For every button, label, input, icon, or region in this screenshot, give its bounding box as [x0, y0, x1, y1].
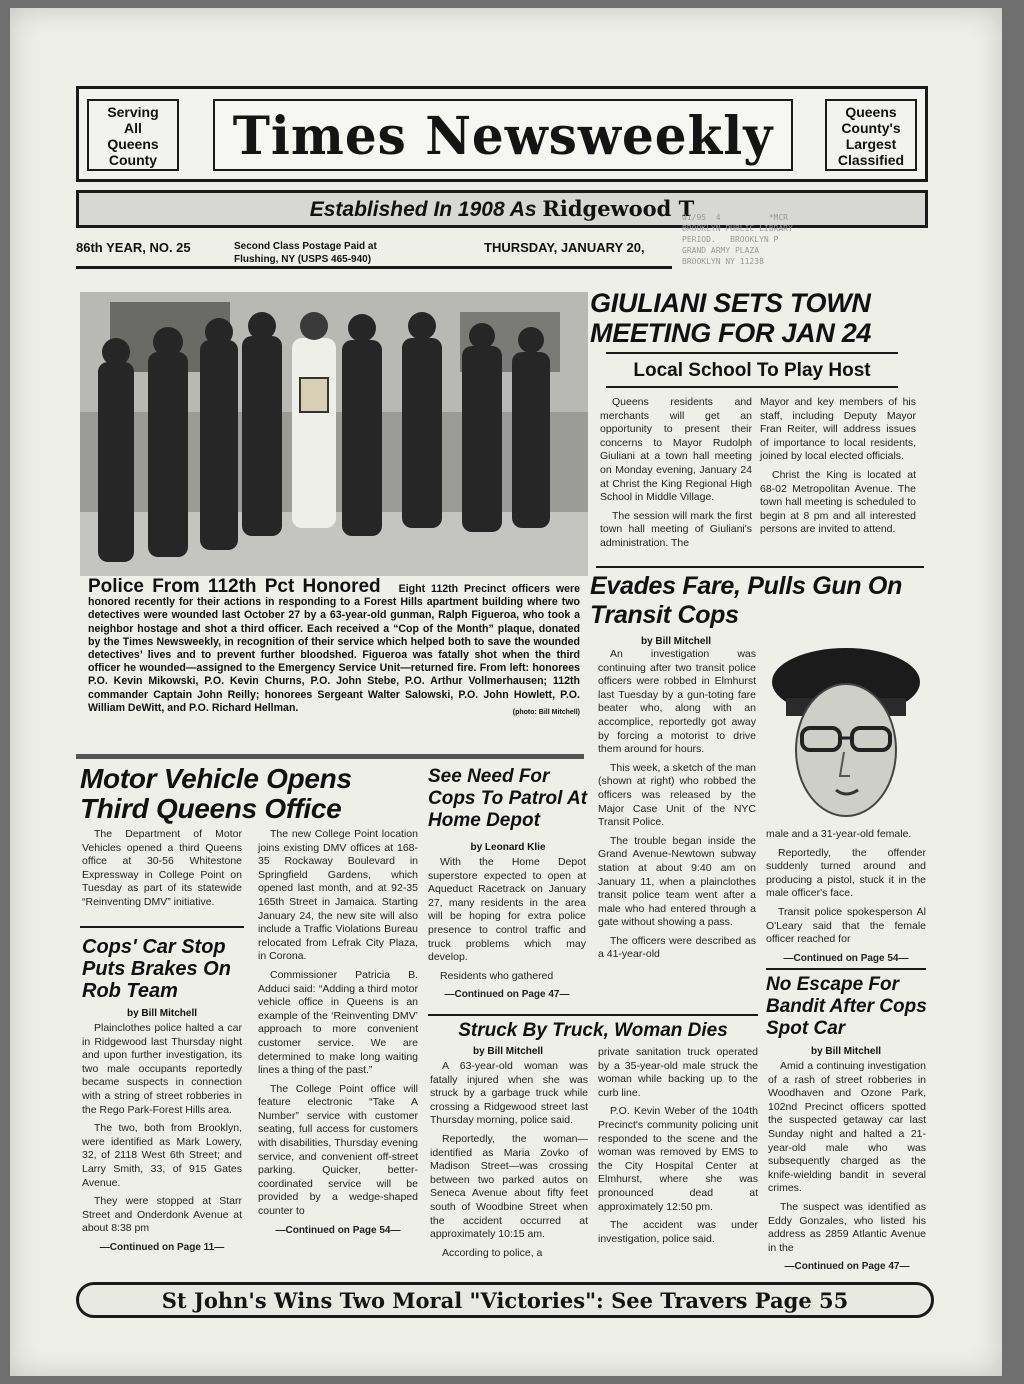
bottom-banner-text: St John's Wins Two Moral "Victories": See Travers Page 55: [161, 1287, 849, 1313]
evades-byline: by Bill Mitchell: [640, 636, 711, 647]
struck-col-2: private sanitation truck operated by a 35-year-old male struck the woman while backing up to the curb line. P.O. Kevin Weber of the 104th Precinct's community policing unit responded to the scene and the woman was removed by EMS to the City Hospital Center at Elmhurst, where she was pronounced dead at approximately 12:50 pm. The accident was under investigation, police said.: [598, 1046, 758, 1245]
divider: [76, 754, 584, 759]
no-escape-byline: by Bill Mitchell: [810, 1046, 881, 1057]
divider: [80, 926, 244, 928]
established-text: Established In 1908 As Ridgewood T: [309, 196, 695, 221]
giuliani-subhead: Local School To Play Host: [633, 360, 871, 381]
no-escape-continued: —Continued on Page 47—: [784, 1261, 910, 1273]
caption-title: Police From 112th Pct Honored: [88, 576, 381, 597]
see-need-headline: See Need For Cops To Patrol At Home Depot: [428, 766, 588, 831]
bottom-banner: [76, 1282, 934, 1318]
police-photo: [80, 292, 588, 576]
suspect-sketch-image: [766, 640, 926, 824]
newspaper-title-box: [213, 99, 793, 171]
serving-box: Serving All Queens County: [87, 99, 179, 171]
newspaper-title: Times Newsweekly: [232, 104, 774, 166]
classified-box: Queens County's Largest Classified: [825, 99, 917, 171]
motor-col-2: The new College Point location joins existing DMV offices at 168-35 Rockaway Boulevard in Springfield Gardens, which opened last month, and at 92-35 165th Street in Jamaica. Starting January 24, the new site will also include a Traffic Violations Bureau relocated from Lefrak City Plaza, in Corona. Commissioner Patricia B. Adduci said: “Adding a third motor vehicle office in Queens is an example of the ‘Reinventing DMV’ approach to more convenient customer service. We are determined to make long waiting lines a thing of the past.” The College Point office will feature electronic “Take A Number” service with customer seating, full access for customers with disabilities, Thursday evening service, and convenient off-street parking. Quicker, better-coordinated service will be provided by a wedge-shaped counter to —Continued on Page 54—: [258, 828, 418, 1236]
giuliani-col-2: Mayor and key members of his staff, including Deputy Mayor Fran Reiter, will address issues of importance to local residents, joined by local elected officials. Christ the King is located at 68-02 Metropolitan Avenue. The town hall meeting is scheduled to begin at 8 pm and all interested persons are invited to attend.: [760, 396, 916, 536]
no-escape-col: Amid a continuing investigation of a rash of street robberies in Woodhaven and Ozone Park, 102nd Precinct officers spotted the suspected getaway car last Sunday night and halted a 21-year-old male who was subsequently charged as the knife-wielding bandit in several crimes. The suspect was identified as Eddy Gonzales, who listed his address as 2859 Atlantic Avenue in the —Continued on Page 47—: [768, 1060, 926, 1273]
issue-date: THURSDAY, JANUARY 20,: [484, 240, 645, 255]
no-escape-headline: No Escape For Bandit After Cops Spot Car: [766, 974, 927, 1039]
see-need-col: With the Home Depot superstore expected to open at Aqueduct Racetrack on January 27, many residents in the area will be hoping for extra police presence to control traffic and truck problems which may develop. Residents who gathered —Continued on Page 47—: [428, 856, 586, 1001]
officers-illustration: [80, 292, 588, 576]
photo-caption: [88, 576, 580, 719]
caption-body: Eight 112th Precinct officers were honored recently for their actions in responding to a Forest Hills apartment building where two detectives were wounded last October 27 by a 63-year-old gunman, Ralph Figueroa, who took a neighbor hostage and shot a third officer. Each received a “Cop of the Month” plaque, donated by the Times Newsweekly, in recognition of their service which helped both to save the wounded detectives’ lives and to prevent further bloodshed. Figueroa was fatally shot when the third officer he wounded—assigned to the Emergency Service Unit—returned fire. From left: honorees P.O. Kevin Mikowski, P.O. Kevin Churns, P.O. John Stebe, P.O. Arthur Vollmerhausen; 112th commander Captain John Reilly; honorees Sergeant Walter Salowski, P.O. John Howlett, P.O. William DeWitt, and P.O. Richard Hellman.: [88, 583, 580, 714]
evades-col-1: An investigation was continuing after two transit police officers were robbed in Elmhurst last Tuesday by a gun-toting fare beater who, along with an accomplice, reportedly got away by forcing a motorist to drive them around for hours. This week, a sketch of the man (shown at right) who robbed the officers was released by the Major Case Unit of the NYC Transit Police. The trouble began inside the Grand Avenue-Newtown subway station at about 9:40 am on January 11, when a plainclothes transit police team went after a male who had entered through a gate without showing a pass. The officers were described as a 41-year-old: [598, 648, 756, 961]
cops-car-headline: Cops' Car Stop Puts Brakes On Rob Team: [82, 936, 231, 1002]
masthead: [76, 86, 928, 182]
evades-col-2: male and a 31-year-old female. Reportedly, the offender suddenly turned around and producing a pistol, stuck it in the male officer's face. Transit police spokesperson Al O'Leary said that the female officer reached for —Continued on Page 54—: [766, 828, 926, 964]
evades-headline: Evades Fare, Pulls Gun On Transit Cops: [590, 572, 903, 629]
motor-headline: Motor Vehicle Opens Third Queens Office: [80, 763, 352, 824]
photo-credit: (photo: Bill Mitchell): [512, 708, 580, 716]
giuliani-col-1: Queens residents and merchants will get an opportunity to present their concerns to Mayor Rudolph Giuliani at a town hall meeting on Monday evening, January 24 at Christ the King Regional High School in Middle Village. The session will mark the first town hall meeting of Giuliani's administration. The: [600, 396, 752, 549]
newspaper-page: [10, 8, 1002, 1376]
suspect-sketch: [766, 640, 926, 824]
divider: [428, 1014, 758, 1016]
issue-number: 86th YEAR, NO. 25: [76, 240, 191, 255]
cops-car-byline: by Bill Mitchell: [126, 1008, 197, 1019]
postage-info: Second Class Postage Paid at Flushing, NY (USPS 465-940): [234, 241, 377, 265]
struck-byline: by Bill Mitchell: [472, 1046, 543, 1057]
giuliani-headline: GIULIANI SETS TOWN MEETING FOR JAN 24: [590, 288, 872, 348]
see-need-byline: by Leonard Klie: [470, 842, 546, 853]
divider: [606, 352, 898, 354]
motor-continued: —Continued on Page 54—: [275, 1224, 401, 1236]
see-need-continued: —Continued on Page 47—: [444, 989, 570, 1001]
struck-col-1: A 63-year-old woman was fatally injured when she was struck by a garbage truck while crossing a Ridgewood street last Thursday morning, police said. Reportedly, the woman—identified as Maria Zovko of Madison Street—was crossing between two parked autos on Seneca Avenue about fifty feet south of Woodbine Street when the accident occurred at approximately 10:15 am. According to police, a: [430, 1060, 588, 1259]
evades-continued: —Continued on Page 54—: [783, 952, 909, 964]
divider: [596, 566, 924, 568]
library-stamp: 01/95 4 *MCR BROOKLYN PUBLIC LIBRARY PERIOD. BROOKLYN P GRAND ARMY PLAZA BROOKLYN NY 11238: [682, 213, 793, 266]
cops-car-continued: —Continued on Page 11—: [99, 1241, 225, 1253]
divider: [606, 386, 898, 388]
divider: [76, 266, 672, 269]
divider: [766, 968, 926, 970]
cops-car-col: Plainclothes police halted a car in Ridgewood last Thursday night and upon further investigation, its two male occupants reportedly became suspects in connection with a string of street robberies in the Rego Park-Forest Hills area. The two, both from Brooklyn, were identified as Mark Lowery, 32, of 2118 West 6th Street; and Larry Smith, 33, of 915 Gates Avenue. They were stopped at Starr Street and Onderdonk Avenue at about 8:38 pm —Continued on Page 11—: [82, 1022, 242, 1253]
motor-col-1: The Department of Motor Vehicles opened a third Queens office at 30-56 Whitestone Expressway in College Point on Tuesday as part of its statewide “Reinventing DMV” initiative.: [82, 828, 242, 908]
struck-headline: Struck By Truck, Woman Dies: [458, 1020, 728, 1041]
